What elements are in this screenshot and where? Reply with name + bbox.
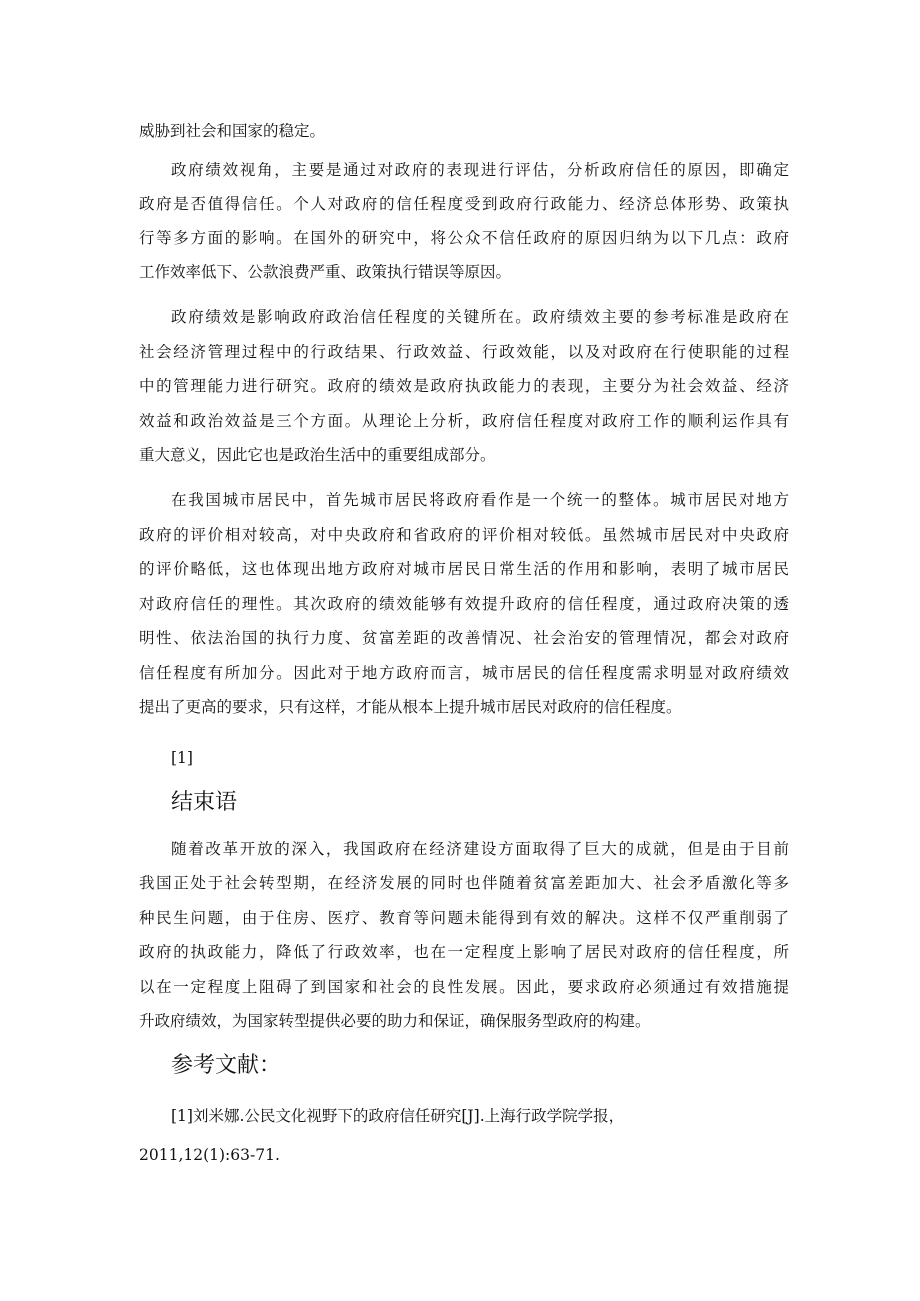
paragraph-line: 政府绩效是影响政府政治信任程度的关键所在。政府绩效主要的参考标准是政府在 [171,308,789,326]
paragraph-line: 对政府信任的理性。其次政府的绩效能够有效提升政府的信任程度，通过政府决策的透 [139,595,789,613]
conclusion-heading: 结束语 [171,790,238,815]
conclusion-line: 种民生问题，由于住房、医疗、教育等问题未能得到有效的解决。这样不仅严重削弱了 [139,909,789,927]
paragraph-line: 行等多方面的影响。在国外的研究中，将公众不信任政府的原因归纳为以下几点：政府 [139,229,789,247]
paragraph-line: 中的管理能力进行研究。政府的绩效是政府执政能力的表现，主要分为社会效益、经济 [139,377,789,395]
paragraph-line: 提出了更高的要求，只有这样，才能从根本上提升城市居民对政府的信任程度。 [139,698,682,716]
conclusion-line: 我国正处于社会转型期，在经济发展的同时也伴随着贫富差距加大、社会矛盾激化等多 [139,874,789,892]
paragraph-line: 社会经济管理过程中的行政结果、行政效益、行政效能，以及对政府在行使职能的过程 [139,343,789,361]
paragraph-line: 重大意义，因此它也是政治生活中的重要组成部分。 [139,446,496,464]
paragraph-line: 的评价略低，这也体现出地方政府对城市居民日常生活的作用和影响，表明了城市居民 [139,560,789,578]
reference-item: [1]刘米娜.公民文化视野下的政府信任研究[J].上海行政学院学报， [171,1107,625,1125]
paragraph-line: 工作效率低下、公款浪费严重、政策执行错误等原因。 [139,263,512,281]
conclusion-line: 以在一定程度上阻碍了到国家和社会的良性发展。因此，要求政府必须通过有效措施提 [139,978,789,996]
paragraph-line: 政府是否值得信任。个人对政府的信任程度受到政府行政能力、经济总体形势、政策执 [139,195,789,213]
paragraph-line: 威胁到社会和国家的稳定。 [139,122,326,140]
reference-item-continuation: 2011,12(1):63-71. [139,1146,280,1164]
references-heading: 参考文献： [171,1053,282,1078]
paragraph-line: 政府的评价相对较高，对中央政府和省政府的评价相对较低。虽然城市居民对中央政府 [139,526,789,544]
conclusion-line: 政府的执政能力，降低了行政效率，也在一定程度上影响了居民对政府的信任程度，所 [139,943,789,961]
paragraph-line: 明性、依法治国的执行力度、贫富差距的改善情况、社会治安的管理情况，都会对政府 [139,629,789,647]
conclusion-line: 随着改革开放的深入，我国政府在经济建设方面取得了巨大的成就，但是由于目前 [171,840,789,858]
paragraph-line: 效益和政治效益是三个方面。从理论上分析，政府信任程度对政府工作的顺利运作具有 [139,412,789,430]
citation-marker: [1] [171,749,193,767]
paragraph-line: 政府绩效视角，主要是通过对政府的表现进行评估，分析政府信任的原因，即确定 [171,161,789,179]
paragraph-line: 信任程度有所加分。因此对于地方政府而言，城市居民的信任程度需求明显对政府绩效 [139,664,789,682]
paragraph-line: 在我国城市居民中，首先城市居民将政府看作是一个统一的整体。城市居民对地方 [171,491,789,509]
conclusion-line: 升政府绩效，为国家转型提供必要的助力和保证，确保服务型政府的构建。 [139,1012,651,1030]
